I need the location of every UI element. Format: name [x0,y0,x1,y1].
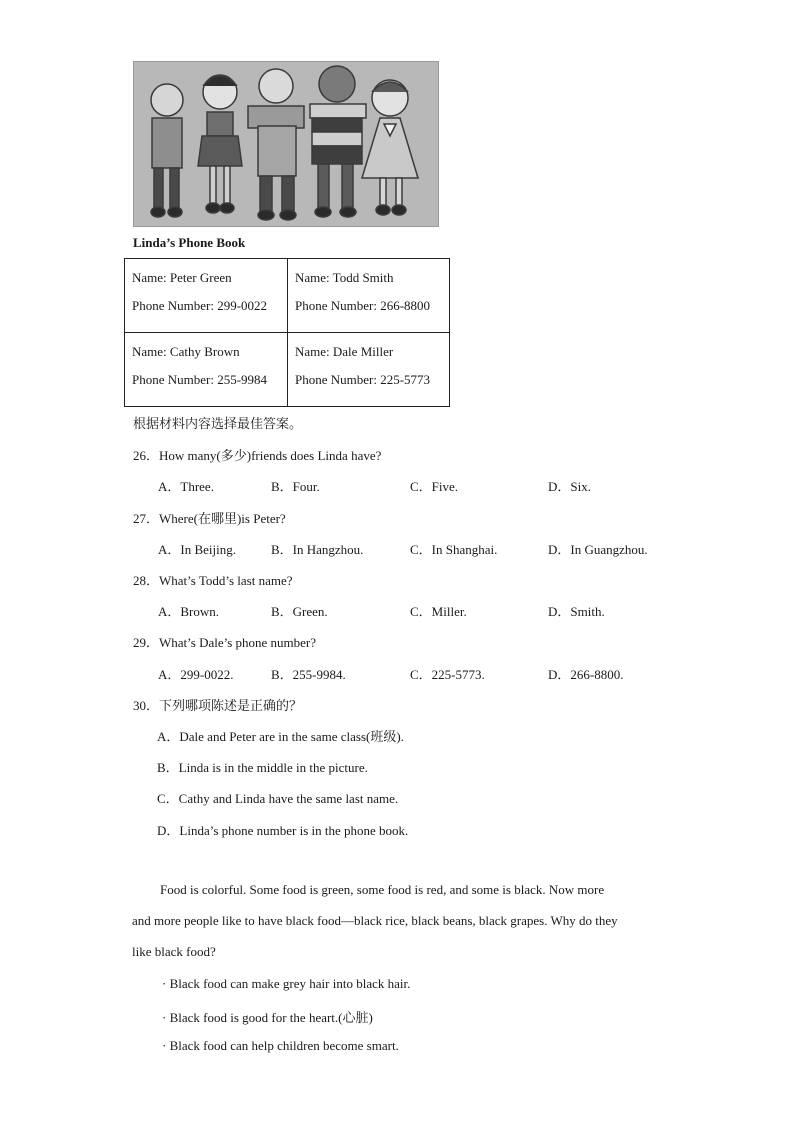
q29-option-c[interactable]: C．225-5773. [410,667,485,682]
passage-bullet-3: · Black food can help children become smart. [162,1038,399,1053]
q29-option-d[interactable]: D．266-8800. [548,667,624,682]
phone-book-cell [288,333,450,407]
phone-book-cell [125,333,288,407]
contact-name: Name: Peter Green [132,270,232,285]
q29-option-b[interactable]: B．255-9984. [271,667,346,682]
phone-book-cell [288,259,450,333]
q30-option-c[interactable]: C．Cathy and Linda have the same last name. [157,791,399,806]
question-27-stem: 27．Where(在哪里)is Peter? [133,511,286,526]
q28-option-b[interactable]: B．Green. [271,604,328,619]
passage-bullet-2: · Black food is good for the heart.(心脏) [162,1010,373,1025]
passage-line-3: like black food? [132,944,216,959]
contact-name: Name: Todd Smith [295,270,394,285]
q27-option-c[interactable]: C．In Shanghai. [410,542,498,557]
q27-option-a[interactable]: A．In Beijing. [158,542,236,557]
phone-book-title: Linda’s Phone Book [133,235,246,250]
q28-option-a[interactable]: A．Brown. [158,604,220,619]
instruction-text: 根据材料内容选择最佳答案。 [133,416,303,431]
q27-option-d[interactable]: D．In Guangzhou. [548,542,648,557]
table-row [125,259,450,333]
children-figure-icon [134,62,438,226]
q29-option-a[interactable]: A．299-0022. [158,667,234,682]
contact-phone: Phone Number: 266-8800 [295,298,431,313]
q26-option-a[interactable]: A．Three. [158,479,214,494]
passage-bullet-1: · Black food can make grey hair into black hair. [162,976,411,991]
q30-option-b[interactable]: B．Linda is in the middle in the picture. [157,760,368,775]
q30-option-a[interactable]: A．Dale and Peter are in the same class(班级). [157,729,404,744]
q26-option-d[interactable]: D．Six. [548,479,591,494]
contact-phone: Phone Number: 225-5773 [295,372,431,387]
question-26-stem: 26．How many(多少)friends does Linda have? [133,448,382,463]
q26-option-c[interactable]: C．Five. [410,479,459,494]
question-29-stem: 29．What’s Dale’s phone number? [133,635,317,650]
question-28-stem: 28．What’s Todd’s last name? [133,573,293,588]
phone-book-cell [125,259,288,333]
q26-option-b[interactable]: B．Four. [271,479,320,494]
passage-line-1: Food is colorful. Some food is green, some food is red, and some is black. Now more [160,882,605,897]
phone-book-table [124,258,450,407]
contact-name: Name: Cathy Brown [132,344,240,359]
passage-line-2: and more people like to have black food—black rice, black beans, black grapes. Why do they [132,913,618,928]
contact-phone: Phone Number: 299-0022 [132,298,268,313]
question-30-stem: 30．下列哪项陈述是正确的？ [133,698,303,713]
q30-option-d[interactable]: D．Linda’s phone number is in the phone book. [157,823,409,838]
children-illustration [133,61,439,227]
q28-option-d[interactable]: D．Smith. [548,604,605,619]
contact-name: Name: Dale Miller [295,344,394,359]
contact-phone: Phone Number: 255-9984 [132,372,268,387]
q27-option-b[interactable]: B．In Hangzhou. [271,542,364,557]
q28-option-c[interactable]: C．Miller. [410,604,467,619]
table-row [125,333,450,407]
